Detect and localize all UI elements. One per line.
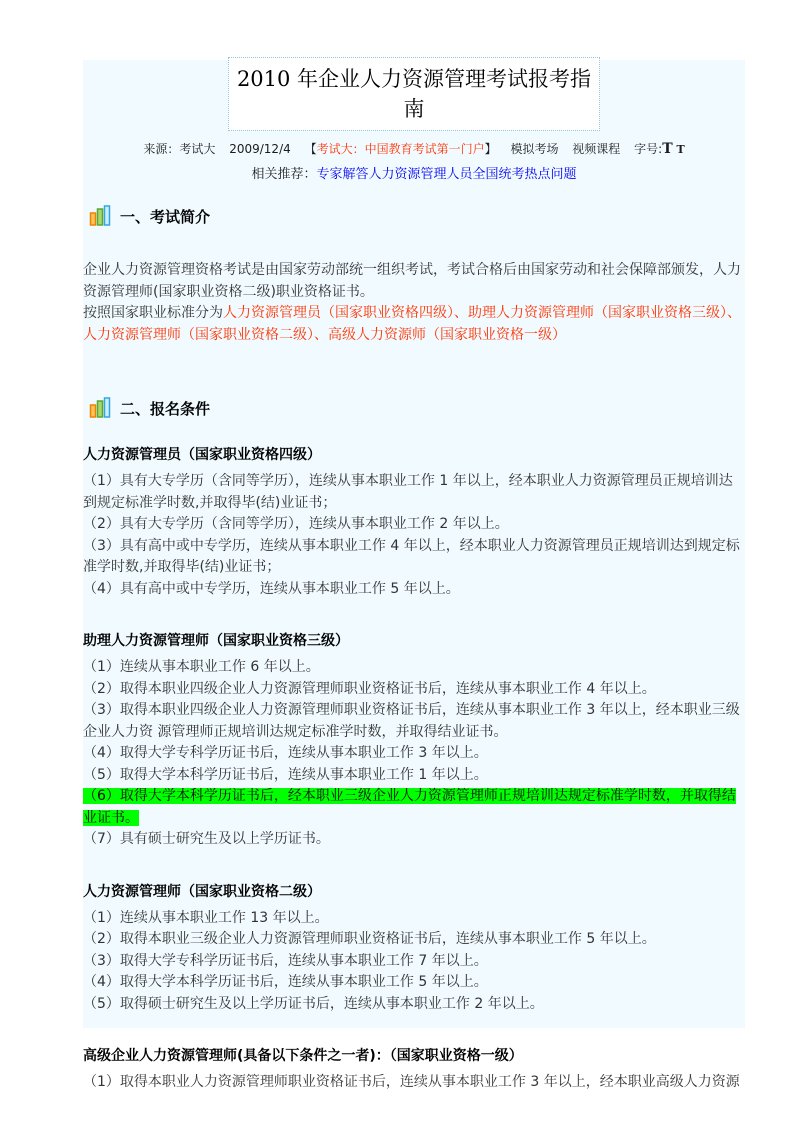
- bar-chart-icon: [89, 204, 111, 227]
- site-slogan-link[interactable]: 考试大：中国教育考试第一门户: [316, 142, 485, 156]
- group-level3: [83, 631, 745, 851]
- publish-date: 2009/12/4: [229, 142, 291, 156]
- doc-title: 2010 年企业人力资源管理考试报考指南: [228, 57, 600, 131]
- group-title: 人力资源管理员（国家职业资格四级）: [83, 447, 321, 463]
- standard-levels-red-text: 人力资源管理员（国家职业资格四级）、助理人力资源管理师（国家职业资格三级）、人力资源管理师（国家职业资格二级）、高级人力资源师（国家职业资格一级）: [83, 305, 741, 343]
- font-size-label: 字号:: [634, 142, 663, 156]
- meta-bar: [83, 140, 745, 157]
- highlighted-item: [83, 786, 745, 829]
- mock-exam-link[interactable]: 模拟考场: [510, 142, 559, 156]
- section-heading-requirements: [89, 396, 745, 419]
- list-item: （3）具有高中或中专学历，连续从事本职业工作 4 年以上，经本职业人力资源管理员正规培训达到规定标准学时数,并取得毕(结)业证书；: [83, 537, 740, 575]
- group-title: 高级企业人力资源管理师(具备以下条件之一者)：（国家职业资格一级）: [83, 1048, 523, 1064]
- slogan-bracket-left: 【: [304, 142, 317, 156]
- group-title: 人力资源管理师（国家职业资格二级）: [83, 883, 321, 900]
- list-item: （3）取得大学专科学历证书后，连续从事本职业工作 7 年以上。: [83, 952, 488, 969]
- list-item: （4）取得大学专科学历证书后，连续从事本职业工作 3 年以上。: [83, 745, 488, 761]
- list-item: （2）取得本职业三级企业人力资源管理师职业资格证书后，连续从事本职业工作 5 年以上。: [83, 931, 656, 947]
- recommend-link[interactable]: 专家解答人力资源管理人员全国统考热点问题: [316, 167, 577, 182]
- list-item: （3）取得本职业四级企业人力资源管理师职业资格证书后，连续从事本职业工作 3 年以上，经本职业三级企业人力资 源管理师正规培训达规定标准学时数，并取得结业证书。: [83, 702, 740, 740]
- video-course-link[interactable]: 视频课程: [572, 142, 621, 156]
- green-highlight-text: （6）取得大学本科学历证书后，经本职业三级企业人力资源管理师正规培训达规定标准学时数，并取得结业证书。: [83, 788, 736, 826]
- group-level1: [83, 1046, 745, 1094]
- list-item: （1）连续从事本职业工作 6 年以上。: [83, 659, 320, 675]
- group-level4: [83, 445, 745, 600]
- font-size-large-button[interactable]: T: [662, 141, 673, 157]
- section-heading-label: 二、报名条件: [120, 400, 211, 418]
- list-item: （7）具有硕士研究生及以上学历证书。: [83, 831, 330, 847]
- source-label: 来源：考试大: [143, 142, 216, 156]
- standard-prefix: 按照国家职业标准分为: [83, 305, 223, 321]
- bar-chart-icon: [89, 396, 111, 419]
- list-item: （5）取得大学本科学历证书后，连续从事本职业工作 1 年以上。: [83, 766, 488, 783]
- list-item: （2）取得本职业四级企业人力资源管理师职业资格证书后，连续从事本职业工作 4 年以上。: [83, 680, 656, 697]
- section-heading-intro: [89, 204, 745, 227]
- group-level2: [83, 882, 745, 1016]
- slogan-bracket-right: 】: [484, 142, 497, 156]
- list-item: （2）具有大专学历（含同等学历），连续从事本职业工作 2 年以上。: [83, 516, 509, 532]
- group-title: 助理人力资源管理师（国家职业资格三级）: [83, 633, 349, 649]
- font-size-small-button[interactable]: T: [676, 143, 685, 156]
- intro-paragraph: [83, 260, 745, 346]
- recommend-label: 相关推荐：: [251, 167, 317, 182]
- list-item: （1）取得本职业人力资源管理师职业资格证书后，连续从事本职业工作 3 年以上，经本职业高级人力资源: [83, 1074, 740, 1090]
- list-item: （1）具有大专学历（含同等学历），连续从事本职业工作 1 年以上，经本职业人力资源管理员正规培训达到规定标准学时数,并取得毕(结)业证书；: [83, 473, 733, 511]
- list-item: （4）具有高中或中专学历，连续从事本职业工作 5 年以上。: [83, 580, 460, 597]
- recommend-bar: [83, 163, 745, 182]
- intro-text: 企业人力资源管理资格考试是由国家劳动部统一组织考试，考试合格后由国家劳动和社会保障部颁发，人力资源管理师(国家职业资格二级)职业资格证书。: [83, 262, 741, 300]
- list-item: （1）连续从事本职业工作 13 年以上。: [83, 909, 329, 926]
- list-item: （4）取得大学本科学历证书后，连续从事本职业工作 5 年以上。: [83, 974, 488, 990]
- list-item: （5）取得硕士研究生及以上学历证书后，连续从事本职业工作 2 年以上。: [83, 995, 544, 1012]
- content-area: [83, 60, 745, 1090]
- section-heading-label: 一、考试简介: [120, 208, 211, 226]
